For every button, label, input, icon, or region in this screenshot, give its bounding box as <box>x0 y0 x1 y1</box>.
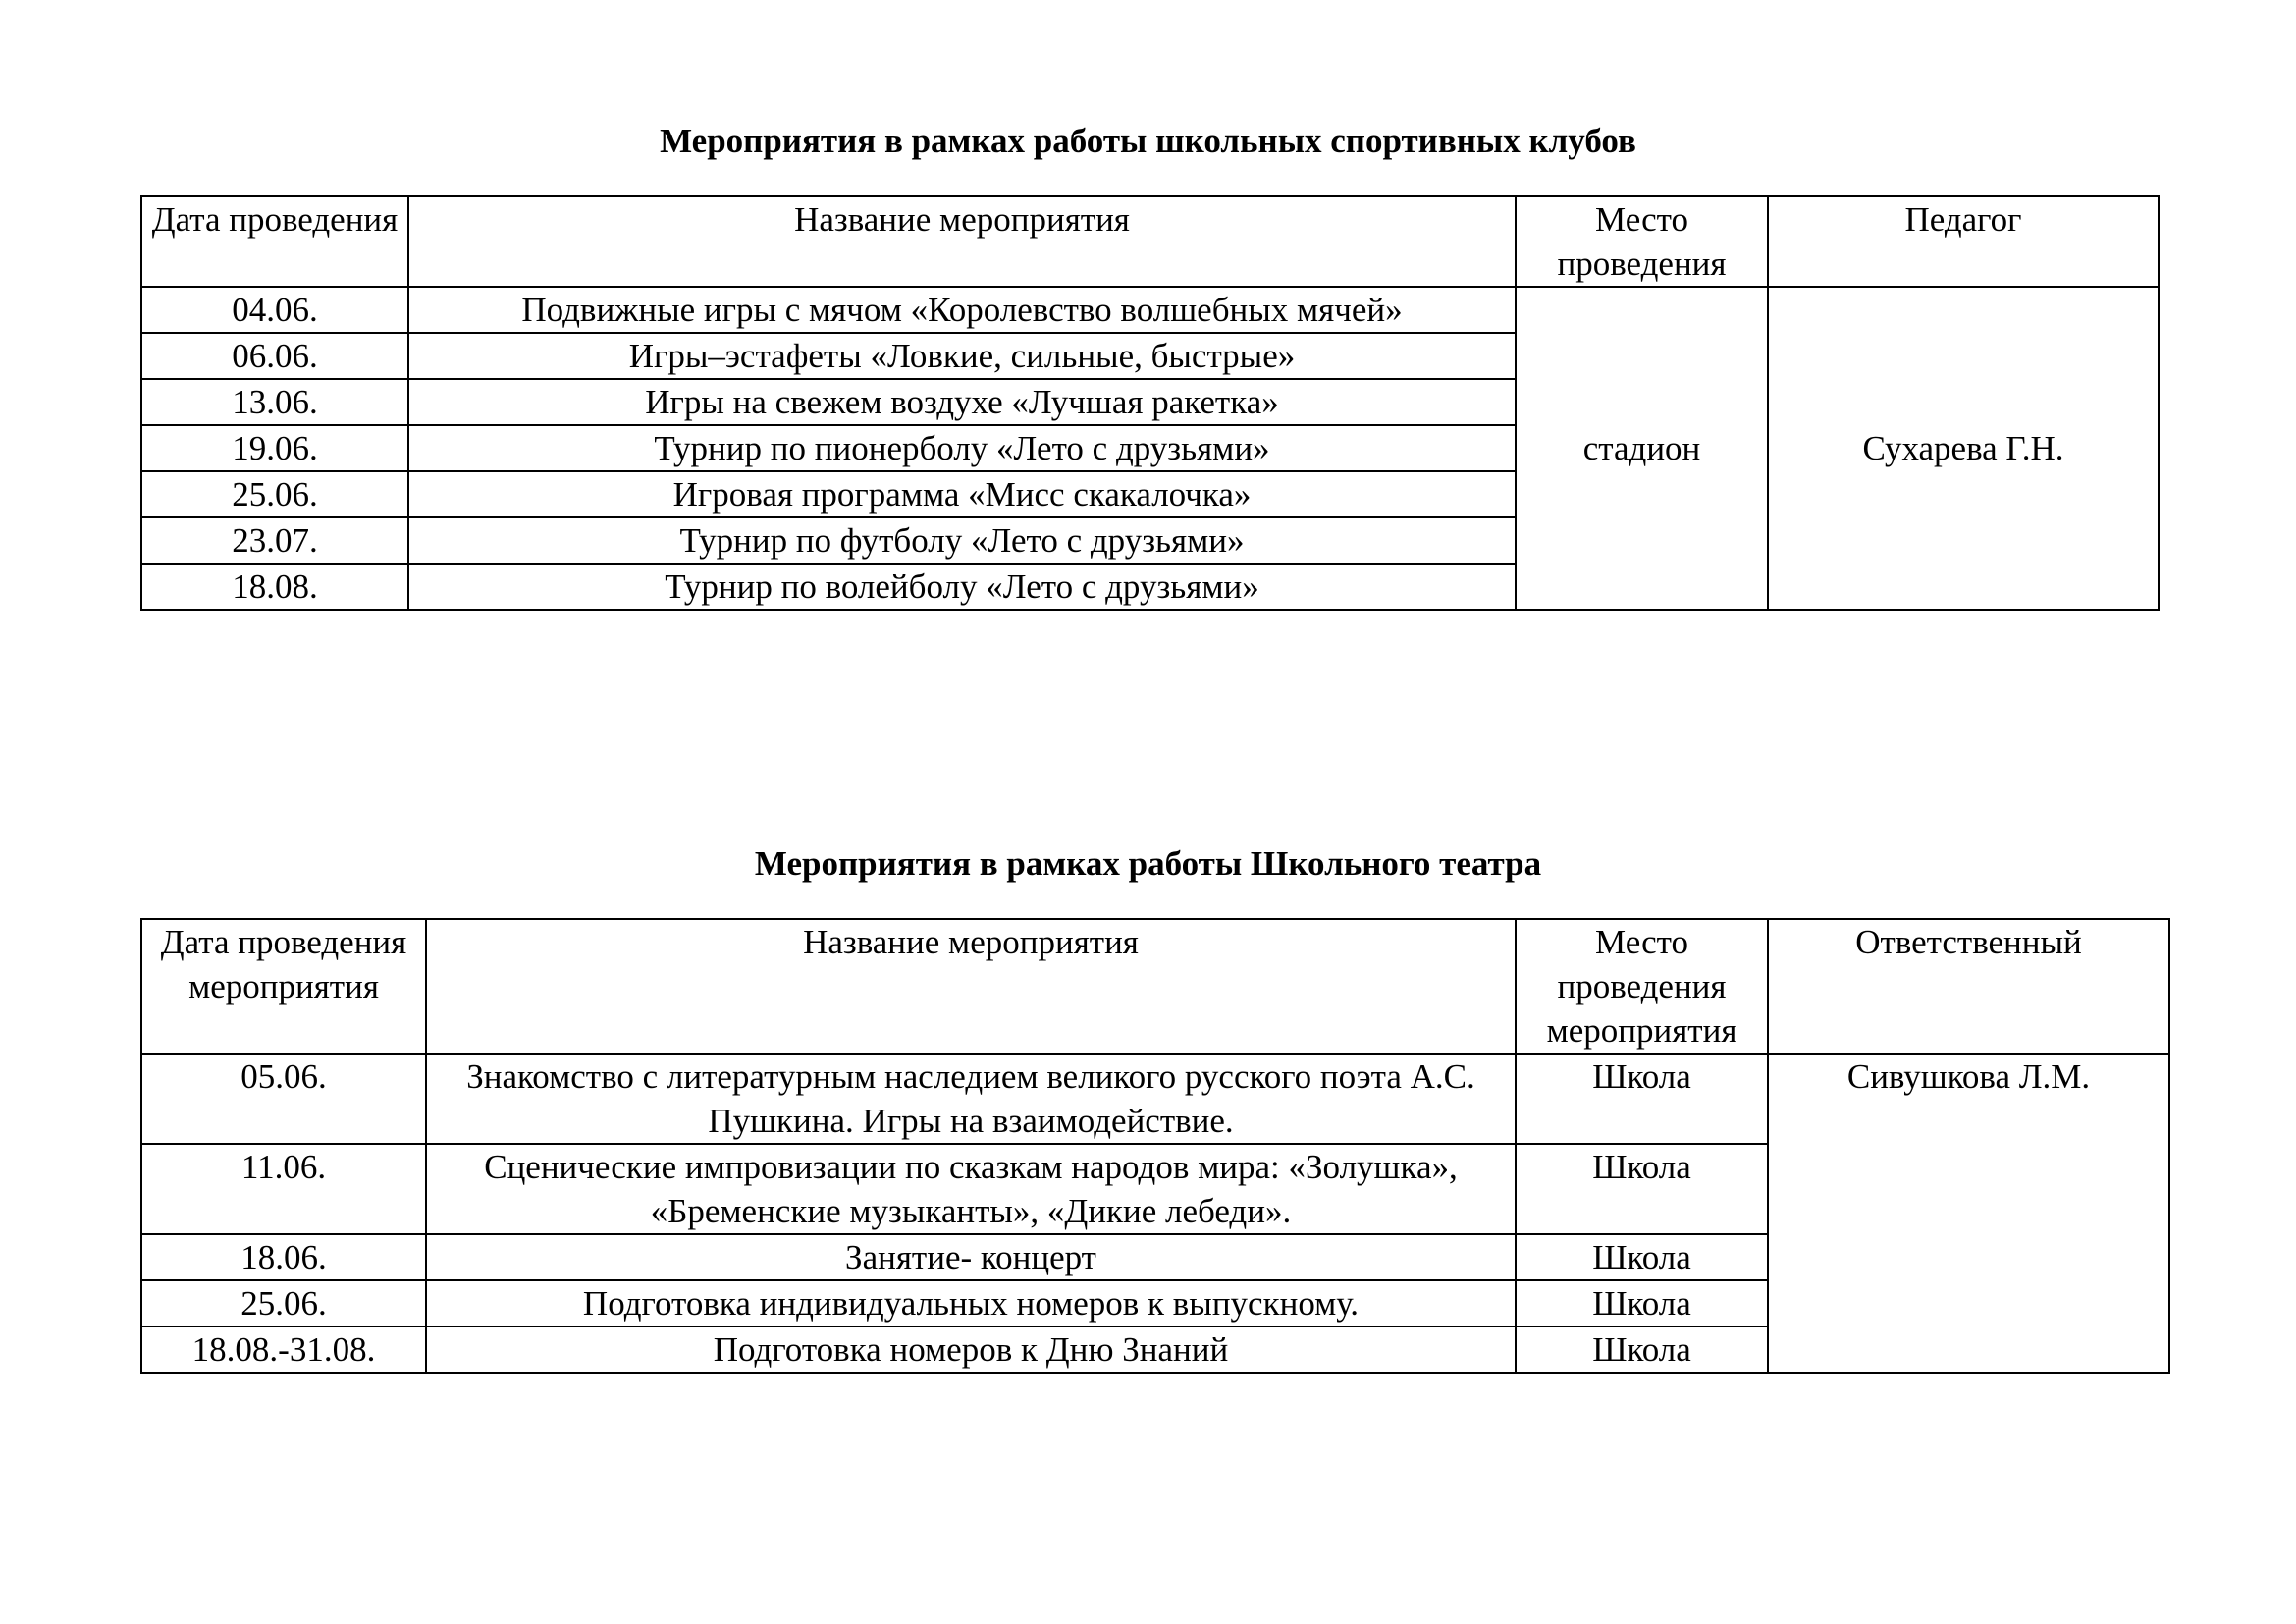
event-place: Школа <box>1516 1234 1768 1280</box>
event-date: 06.06. <box>141 333 408 379</box>
sports-clubs-title: Мероприятия в рамках работы школьных спортивных клубов <box>660 122 1636 160</box>
event-name: Игровая программа «Мисс скакалочка» <box>408 471 1516 517</box>
event-name: Турнир по пионерболу «Лето с друзьями» <box>408 425 1516 471</box>
column-header-responsible: Ответственный <box>1768 919 2169 1054</box>
column-header-place: Место проведения <box>1516 196 1768 287</box>
event-date: 18.08. <box>141 564 408 610</box>
column-header-date: Дата проведения мероприятия <box>141 919 426 1054</box>
event-place: Школа <box>1516 1280 1768 1326</box>
column-header-teacher: Педагог <box>1768 196 2159 287</box>
event-name: Знакомство с литературным наследием великого русского поэта А.С. Пушкина. Игры на взаимодействие. <box>426 1054 1516 1144</box>
column-header-name: Название мероприятия <box>408 196 1516 287</box>
event-date: 25.06. <box>141 471 408 517</box>
event-name: Подготовка номеров к Дню Знаний <box>426 1326 1516 1373</box>
event-name: Подготовка индивидуальных номеров к выпускному. <box>426 1280 1516 1326</box>
event-name: Занятие- концерт <box>426 1234 1516 1280</box>
column-header-name: Название мероприятия <box>426 919 1516 1054</box>
event-teacher: Сухарева Г.Н. <box>1768 287 2159 610</box>
event-place: стадион <box>1516 287 1768 610</box>
event-responsible: Сивушкова Л.М. <box>1768 1054 2169 1373</box>
table-header-row <box>141 919 2169 1054</box>
event-date: 18.06. <box>141 1234 426 1280</box>
column-header-date: Дата проведения <box>141 196 408 287</box>
event-place: Школа <box>1516 1326 1768 1373</box>
event-date: 04.06. <box>141 287 408 333</box>
school-theatre-title: Мероприятия в рамках работы Школьного театра <box>754 844 1542 883</box>
event-name: Игры–эстафеты «Ловкие, сильные, быстрые» <box>408 333 1516 379</box>
event-date: 19.06. <box>141 425 408 471</box>
event-name: Подвижные игры с мячом «Королевство волшебных мячей» <box>408 287 1516 333</box>
event-name: Турнир по волейболу «Лето с друзьями» <box>408 564 1516 610</box>
event-place: Школа <box>1516 1054 1768 1144</box>
sports-clubs-table <box>140 195 2160 611</box>
event-date: 11.06. <box>141 1144 426 1234</box>
table-header-row <box>141 196 2159 287</box>
event-date: 23.07. <box>141 517 408 564</box>
table-row <box>141 1054 2169 1144</box>
event-name: Игры на свежем воздухе «Лучшая ракетка» <box>408 379 1516 425</box>
event-date: 18.08.-31.08. <box>141 1326 426 1373</box>
school-theatre-table <box>140 918 2170 1374</box>
event-name: Сценические импровизации по сказкам народов мира: «Золушка», «Бременские музыканты», «Дикие лебеди». <box>426 1144 1516 1234</box>
column-header-place: Место проведения мероприятия <box>1516 919 1768 1054</box>
event-date: 05.06. <box>141 1054 426 1144</box>
event-date: 25.06. <box>141 1280 426 1326</box>
event-place: Школа <box>1516 1144 1768 1234</box>
table-row <box>141 287 2159 333</box>
event-name: Турнир по футболу «Лето с друзьями» <box>408 517 1516 564</box>
event-date: 13.06. <box>141 379 408 425</box>
